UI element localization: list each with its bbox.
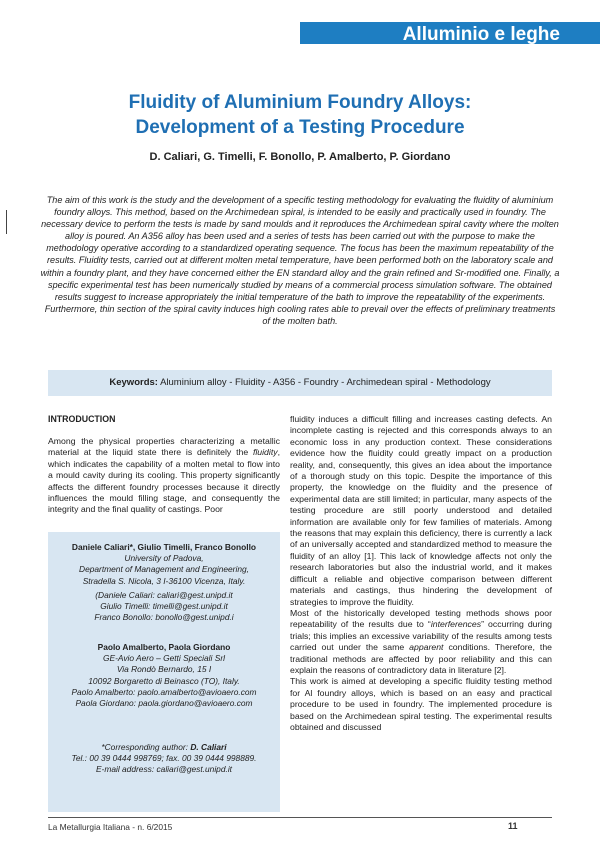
keywords-text: Aluminium alloy - Fluidity - A356 - Foundry - Archimedean spiral - Methodology — [160, 377, 491, 388]
abstract: The aim of this work is the study and the development of a specific testing methodology for evaluating the fluidity of aluminium foundry alloys. This method, based on the Archimedean spiral, is intended to be easily and practically used in foundry. The necessary device to perform the tests is made by sand moulds and it reproduces the Archimedean spiral cavity where the molten alloy is poured. An A356 alloy has been used and a series of tests has been carried out with the purpose to make the methodology operative according to a standardized operating sequence. The focus has been the maximum repeatability of the results. Fluidity tests, carried out at different molten metal temperature, have been performed both on the laboratory scale and within a foundry plant, and they have concerned either the EN standard alloy and the grain refined and Sr-modified one. Finally, a specific experimental test has been numerically studied by means of a commercial process simulation software. The obtained results suggest to increase appropriately the initial temperature of the bath to improve the repeatability of the experiments. Furthermore, thin section of the spiral cavity induces high cooling rates able to prevail over the effects of preliminary treatments of the molten bath. — [40, 195, 560, 326]
affiliation-names: Paolo Amalberto, Paola Giordano — [97, 642, 231, 652]
emphasis-apparent: apparent — [409, 642, 444, 653]
margin-mark — [6, 210, 7, 234]
paper-title-line-2: Development of a Testing Procedure — [135, 117, 465, 138]
body-paragraph: This work is aimed at developing a specific fluidity testing method for Al foundry alloys, which is based on an easy and practical procedure to be used in foundry. The implemented procedure is based on the Archimedean spiral testing. The experimental results obtained and discussed — [290, 676, 552, 732]
emphasis-interferences: interferences — [430, 619, 482, 630]
keywords-box — [48, 370, 552, 396]
affiliation-group-padova: Daniele Caliari*, Giulio Timelli, Franco Bonollo University of Padova, Department of Management and Engineering, Stradella S. Nicola, 3 I-36100 Vicenza, Italy. (Daniele Caliari: caliari@gest.unipd.it Giulio Timelli: timelli@gest.unipd.it Franco Bonollo: bonollo@gest.unipd.i — [48, 542, 280, 623]
body-paragraph: fluidity induces a difficult filling and increases casting defects. An incomplete casting is rejected and this corresponds always to an economic loss in any production context. These considerations evidence how the fluidity could greatly impact on a production reality, and, consequently, this gives an idea about the importance of a thorough study on this topic. Despite the importance of this property, the knowledge on the fluidity and the presence of experimental data are still limited; in particular, many aspects of the testing procedure are still poorly understood and detailed information are available only for few families of materials. Among the reasons that may explain this deficiency, there is currently a lack of an universally accepted and standardized method to measure the fluidity of an alloy [1]. This lack of knowledge affects not only the research laboratories but also the industrial world, and it makes difficult a reliable and objective comparison between different materials and castings, thus hindering the development of strategies to improve the fluidity. — [290, 414, 552, 607]
page-number: 11 — [508, 821, 518, 831]
body-column-right — [290, 414, 552, 733]
paper-title — [20, 90, 580, 140]
section-heading-introduction: INTRODUCTION — [48, 414, 116, 424]
section-title: Alluminio e leghe — [402, 24, 560, 44]
affiliation-box — [48, 532, 280, 812]
emphasis-fluidity: fluidity — [252, 447, 278, 458]
section-header-bar — [300, 22, 600, 44]
affiliation-names: Daniele Caliari*, Giulio Timelli, Franco Bonollo — [71, 542, 257, 552]
footer-divider — [48, 817, 552, 818]
corresponding-author-name: D. Caliari — [190, 742, 227, 752]
affiliation-group-avio: Paolo Amalberto, Paola Giordano GE-Avio Aero – Getti Speciali Srl Via Rondò Bernardo, 15 I 10092 Borgaretto di Beinasco (TO), Italy. Paolo Amalberto: paolo.amalberto@avioaero.com Paola Giordano: paola.giordano@avioaero.com — [48, 642, 280, 709]
author-list: D. Caliari, G. Timelli, F. Bonollo, P. Amalberto, P. Giordano — [149, 151, 451, 163]
corresponding-author: *Corresponding author: D. Caliari Tel.: 00 39 0444 998769; fax. 00 39 0444 998889. E-mail address: caliari@gest.unipd.it — [71, 742, 257, 775]
paper-title-line-1: Fluidity of Aluminium Foundry Alloys: — [128, 92, 472, 113]
body-paragraph: Most of the historically developed testing methods shows poor repeatability of the results due to “interferences” occurring during trials; this implies an excessive variability of the results among tests carried out under the same apparent conditions. Therefore, the traditional methods are affected by poor reliability and this can explain the reasons of contradictory data in literature [2]. — [290, 607, 552, 675]
journal-issue: La Metallurgia Italiana - n. 6/2015 — [48, 822, 173, 832]
body-column-left — [48, 436, 280, 516]
keywords-label: Keywords: — [109, 377, 158, 388]
body-paragraph: Among the physical properties characterizing a metallic material at the liquid state there is definitely the fluidity, which indicates the capability of a molten metal to flow into a mould cavity during its cooling. This property significantly affects the different foundry processes because it directly influences the mould filling stage, and consequently the integrity and the final quality of castings. Poor — [48, 436, 280, 515]
